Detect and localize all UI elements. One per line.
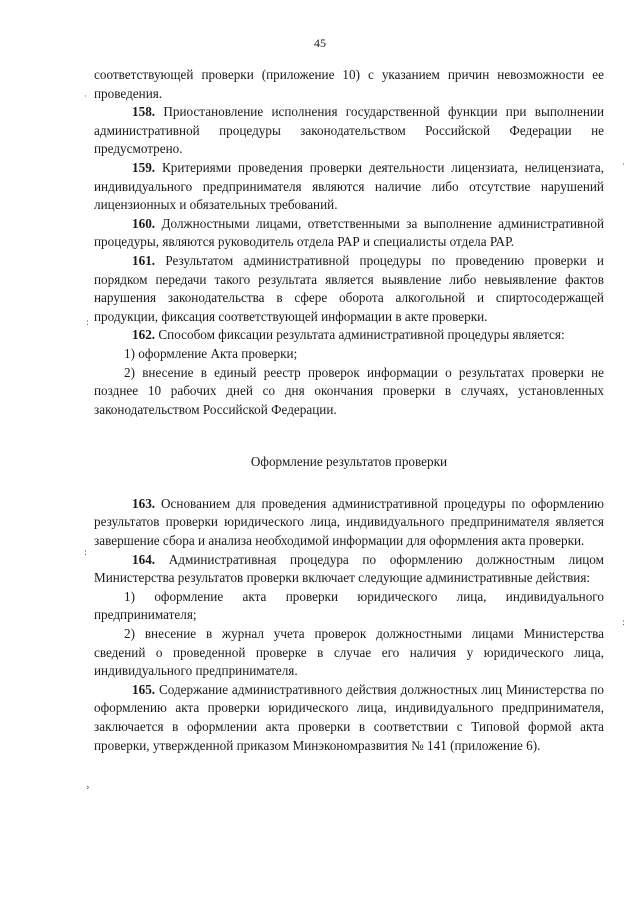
numbered-paragraph: [94, 215, 604, 252]
section-heading: Оформление результатов проверки: [250, 454, 448, 470]
paragraph-text: 1) оформление Акта проверки;: [124, 345, 298, 361]
paragraph-text: Способом фиксации результата административной процедуры является:: [155, 327, 565, 343]
numbered-paragraph: [94, 495, 604, 551]
page-number: 45: [314, 36, 326, 50]
scan-mark: :: [84, 548, 88, 558]
paragraph-number: 159.: [132, 159, 156, 175]
paragraph-number: 158.: [132, 104, 156, 120]
paragraph-text: Основанием для проведения административной процедуры по оформлению результатов проверки юридического лица, индивидуального предпринимателя является завершение сбора и анализа необходимой информации для оформления акта проверки.: [94, 495, 604, 549]
numbered-paragraph: [94, 159, 604, 215]
numbered-paragraph: [94, 681, 604, 755]
paragraph-text: 2) внесение в единый реестр проверок информации о результатах проверки не позднее 10 рабочих дней со дня окончания проверки в случаях, установленных законодательством Российской Федерации.: [94, 364, 604, 417]
scan-mark: ·: [622, 160, 625, 170]
paragraph-number: 161.: [132, 252, 156, 268]
list-item: [94, 625, 604, 681]
paragraph-text: Критериями проведения проверки деятельности лицензиата, нелицензиата, индивидуального предпринимателя являются наличие либо отсутствие нарушений лицензионных и обязательных требований.: [94, 159, 604, 213]
paragraph-text: Содержание административного действия должностных лиц Министерства по оформлению акта проверки юридического лица, индивидуального предпринимателя, заключается в оформлении акта проверки в соответствии с Типовой формой акта проверки, утвержденной приказом Минэкономразвития № 141 (приложение 6).: [94, 681, 604, 753]
scan-mark: ·: [84, 92, 87, 102]
list-item: [94, 364, 604, 420]
list-item: [94, 588, 604, 625]
paragraph-text: 1) оформление акта проверки юридического лица, индивидуального предпринимателя;: [94, 588, 604, 623]
paragraph-number: 162.: [132, 327, 156, 343]
paragraph-number: 163.: [132, 495, 156, 511]
paragraph-number: 160.: [132, 215, 156, 231]
paragraph-text: Результатом административной процедуры по проведению проверки и порядком передачи такого результата является выявление либо невыявление фактов нарушения законодательства в сфере оборота алкогольной и спиртосодержащей продукции, фиксация соответствующей информации в акте проверки.: [94, 252, 604, 324]
scan-mark: ›: [86, 783, 90, 793]
paragraph-text: 2) внесение в журнал учета проверок должностными лицами Министерства сведений о проведенной проверке в случае его наличия у юридического лица, индивидуального предпринимателя.: [94, 626, 604, 679]
list-item: [94, 345, 604, 364]
numbered-paragraph: [94, 551, 604, 588]
paragraph-number: 165.: [132, 681, 156, 697]
paragraph-text: соответствующей проверки (приложение 10) с указанием причин невозможности ее проведения.: [94, 67, 604, 101]
numbered-paragraph: [94, 326, 604, 345]
continuation-paragraph: [94, 66, 604, 103]
document-body: [94, 66, 604, 755]
scan-mark: :: [622, 618, 626, 628]
paragraph-text: Административная процедура по оформлению должностным лицом Министерства результатов проверки включает следующие административные действия:: [94, 551, 604, 586]
numbered-paragraph: [94, 252, 604, 326]
paragraph-text: Должностными лицами, ответственными за выполнение административной процедуры, являются руководитель отдела РАР и специалисты отдела РАР.: [94, 215, 604, 250]
paragraph-text: Приостановление исполнения государственной функции при выполнении административной процедуры законодательством Российской Федерации не предусмотрено.: [94, 104, 604, 157]
scan-mark: :: [86, 318, 90, 328]
paragraph-number: 164.: [132, 551, 156, 567]
numbered-paragraph: [94, 103, 604, 159]
